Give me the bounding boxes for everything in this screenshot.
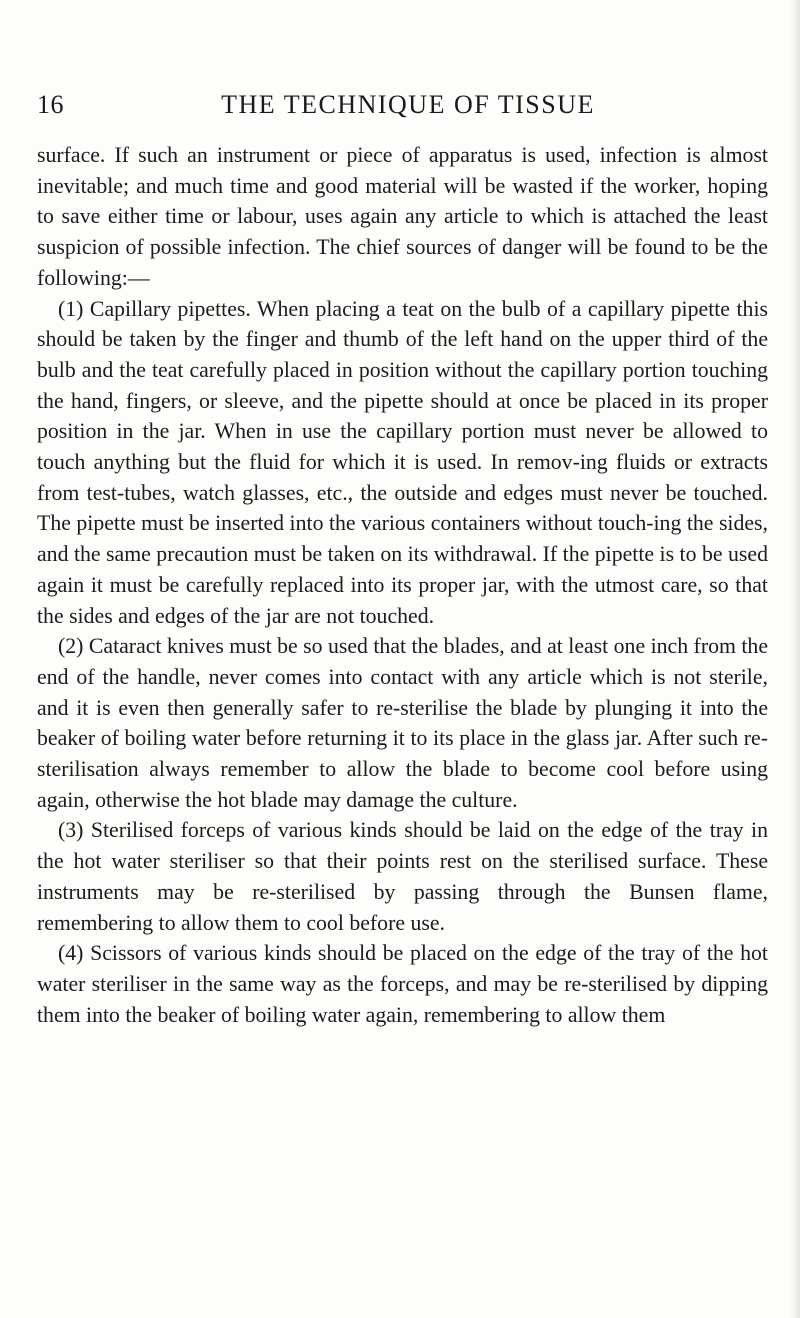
paragraph-cataract-knives: (2) Cataract knives must be so used that the blades, and at least one inch from the end of the handle, never comes into contact with any article which is not sterile, and it is even then generally safer to re-sterilise the blade by plunging it into the beaker of boiling water before returning it to its place in the glass jar. After such re-sterilisation always remember to allow the blade to become cool before using again, otherwise the hot blade may damage the culture. <box>37 634 769 812</box>
running-head: THE TECHNIQUE OF TISSUE <box>221 90 595 119</box>
paragraph-sterilised-forceps: (3) Sterilised forceps of various kinds should be laid on the edge of the tray in the hot water steriliser so that their points rest on the sterilised surface. These instruments may be re-sterilised by passing through the Bunsen flame, remembering to allow them to cool before use. <box>37 818 768 935</box>
paragraph-scissors: (4) Scissors of various kinds should be placed on the edge of the tray of the hot water steriliser in the same way as the forceps, and may be re-sterilised by dipping them into the beaker of boiling water again, remembering to allow them <box>37 941 768 1027</box>
page-edge-shadow <box>790 0 800 1318</box>
paragraph-continuation: surface. If such an instrument or piece of apparatus is used, infection is almost inevitable; and much time and good material will be wasted if the worker, hoping to save either time or labour, uses again any article to which is attached the least suspicion of possible infection. The chief sources of danger will be found to be the following:— <box>37 143 768 290</box>
page-number: 16 <box>37 90 64 119</box>
paragraph-capillary-pipettes: (1) Capillary pipettes. When placing a teat on the bulb of a capillary pipette this should be taken by the finger and thumb of the left hand on the upper third of the bulb and the teat carefully placed in position without the capillary portion touching the hand, fingers, or sleeve, and the pipette should at once be placed in its proper position in the jar. When in use the capillary portion must never be allowed to touch anything but the fluid for which it is used. In remov-ing fluids or extracts from test-tubes, watch glasses, etc., the outside and edges must never be touched. The pipette must be inserted into the various containers without touch-ing the sides, and the same precaution must be taken on its withdrawal. If the pipette is to be used again it must be carefully replaced into its proper jar, with the utmost care, so that the sides and edges of the jar are not touched. <box>37 296 768 628</box>
page-header <box>37 86 767 126</box>
body-text <box>37 140 768 1030</box>
